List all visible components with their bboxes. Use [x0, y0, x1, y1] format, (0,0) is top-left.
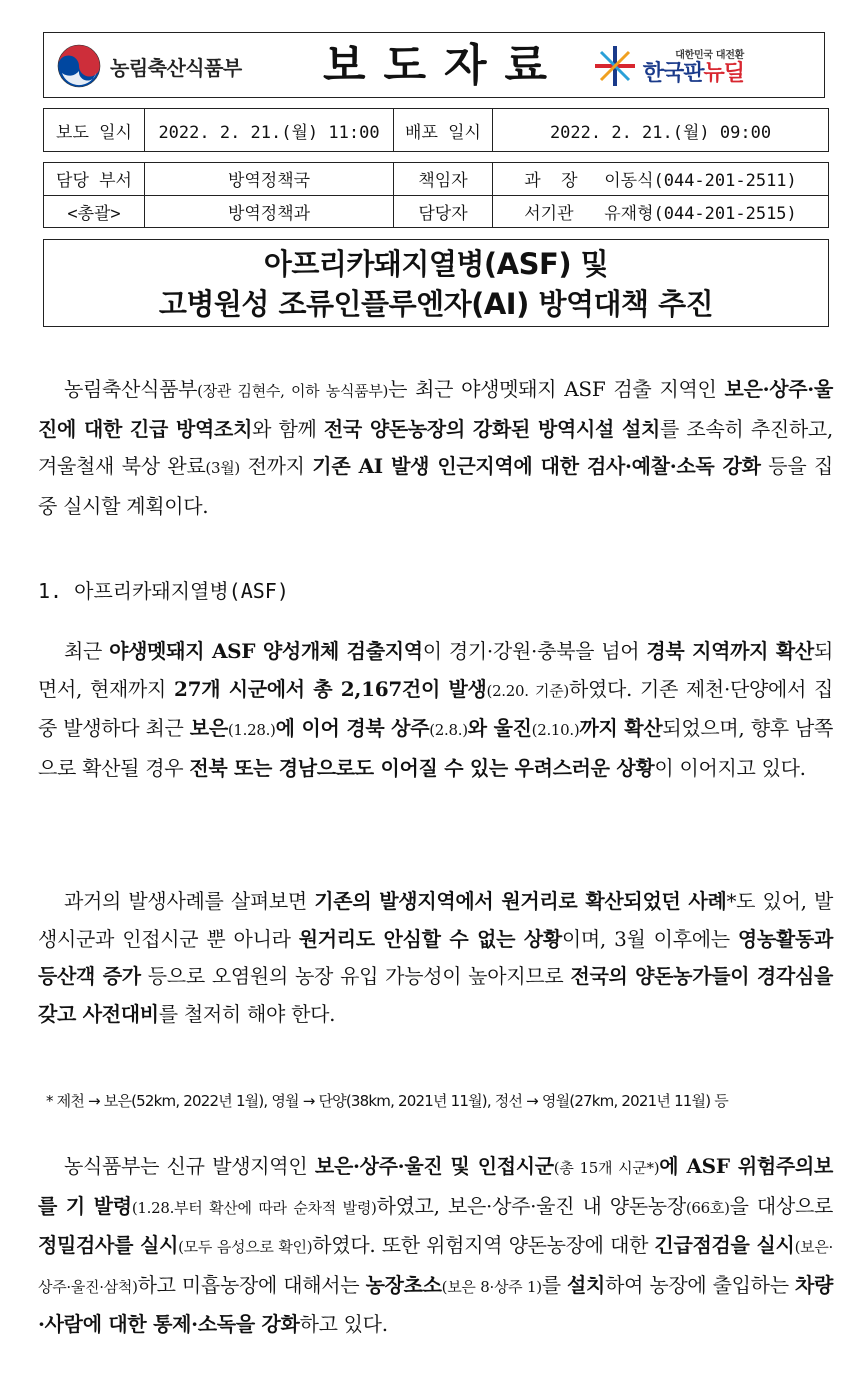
text-bold: 27개 시군에서 총 2,167건이 발생: [173, 676, 487, 701]
risk-paragraph: [38, 883, 833, 1033]
text: 하여 농장에 출입하는: [605, 1272, 795, 1297]
text-bold: 차량·사람에 대한 통제·소독을 강화: [38, 1272, 833, 1336]
section-1-title: 1. 아프리카돼지열병(ASF): [38, 579, 289, 603]
contact-table: [43, 162, 829, 228]
contact-name: 유재형(044-201-2515): [604, 203, 797, 224]
headline-line-1: 아프리카돼지열병(ASF) 및: [263, 247, 609, 281]
text: (3월): [205, 459, 240, 477]
text: (2.8.): [429, 721, 468, 739]
contact-person: [493, 195, 829, 228]
text: (1.28.부터 확산에 따라 순차적 발령): [131, 1198, 377, 1217]
text: 를 철저히 해야 한다.: [158, 1001, 336, 1026]
press-release-title: 보도자료: [322, 40, 565, 91]
text: 하고 있다.: [299, 1312, 388, 1336]
dept-sub-label: <총괄>: [44, 195, 145, 228]
headline-line-2: 고병원성 조류인플루엔자(AI) 방역대책 추진: [158, 287, 714, 321]
text: *도 있어, 발생시군과 인접시군 뿐 아니라: [38, 889, 834, 951]
text-bold: 야생멧돼지 ASF 양성개체 검출지역: [109, 639, 423, 663]
text: 하였다. 기존 제천·단양에서 집중 발생하다 최근: [38, 676, 833, 740]
text: 되면서, 현재까지: [38, 639, 833, 701]
text: 농림축산식품부: [64, 377, 198, 401]
responsible-name: 이동식(044-201-2511): [604, 171, 797, 192]
release-date-table: [43, 108, 829, 152]
intro-paragraph: [38, 371, 833, 525]
text-bold: 에 ASF 위험주의보를 기 발령: [38, 1154, 833, 1218]
text: 전까지: [239, 454, 313, 478]
text-bold: 긴급점검을 실시: [654, 1233, 795, 1257]
text-bold: 전국 양돈농장의 강화된 방역시설 설치: [323, 416, 661, 441]
text-bold: 보은·상주·울진에 대한 긴급 방역조치: [38, 377, 833, 441]
asf-status-paragraph: [38, 633, 833, 787]
distribution-date-label: 배포 일시: [394, 109, 493, 152]
footnote: * 제천 → 보은(52km, 2022년 1월), 영월 → 단양(38km, 2021년 11월), 정선 → 영월(27km, 2021년 11월) 등: [46, 1092, 728, 1110]
text: (모두 음성으로 확인): [178, 1238, 313, 1256]
text: 농식품부는 신규 발생지역인: [64, 1154, 315, 1178]
text-bold: 까지 확산: [579, 716, 663, 740]
taegeuk-emblem-icon: [56, 43, 102, 89]
text: (장관 김현수, 이하 농식품부): [197, 382, 389, 400]
text-bold: 기존의 발생지역에서 원거리로 확산되었던 사례: [314, 889, 727, 913]
text-bold: 에 이어 경북 상주: [275, 716, 430, 740]
text-bold: 전국의 양돈농가들이 경각심을 갖고 사전대비: [38, 964, 833, 1026]
text-bold: 농장초소: [365, 1272, 442, 1297]
text: (보은 8·상주 1): [441, 1277, 542, 1296]
text: 이며, 3월 이후에는: [561, 926, 738, 951]
distribution-date-value: 2022. 2. 21.(월) 09:00: [493, 109, 829, 152]
text: 하고 미흡농장에 대해서는: [137, 1272, 366, 1297]
ministry-name: 농림축산식품부: [110, 55, 242, 80]
ministry-logo: [56, 41, 242, 91]
text-bold: 기존 AI 발생 인근지역에 대한 검사·예찰·소독 강화: [312, 454, 761, 478]
text-bold: 설치: [567, 1272, 606, 1297]
text: (2.10.): [531, 721, 580, 739]
text-bold: 보은·상주·울진 및 인접시군: [314, 1154, 554, 1178]
newdeal-small-text: 대한민국 대전환: [675, 49, 744, 61]
text: 는 최근 야생멧돼지 ASF 검출 지역인: [388, 377, 725, 401]
contact-title: 서기관: [524, 203, 574, 224]
measures-paragraph: [38, 1148, 833, 1344]
bureau-name: 방역정책국: [145, 163, 394, 196]
newdeal-big-text-2: 뉴딜: [703, 60, 744, 86]
newdeal-big-text: [643, 61, 744, 87]
text-bold: 원거리도 안심할 수 없는 상황: [298, 926, 562, 951]
newdeal-star-icon: [593, 44, 637, 88]
text: (2.20. 기준): [486, 681, 569, 700]
text: 을 대상으로: [729, 1193, 833, 1218]
responsible-title: 과 장: [524, 171, 578, 192]
contact-label: 담당자: [394, 195, 493, 228]
headline-box: [43, 239, 829, 327]
text: 하였고, 보은·상주·울진 내 양돈농장: [376, 1193, 686, 1218]
text-bold: 전북 또는 경남으로도 이어질 수 있는 우려스러운 상황: [189, 755, 655, 780]
text: 이 이어지고 있다.: [654, 755, 806, 780]
newdeal-big-text-1: 한국판: [642, 60, 704, 86]
responsible-person: [493, 163, 829, 196]
text: 최근: [64, 639, 110, 663]
text: 를: [541, 1272, 568, 1297]
responsible-label: 책임자: [394, 163, 493, 196]
text: 하였다. 또한 위험지역 양돈농장에 대한: [312, 1233, 655, 1257]
text: 등으로 오염원의 농장 유입 가능성이 높아지므로: [140, 964, 571, 988]
text: (66호): [685, 1198, 730, 1217]
text: 과거의 발생사례를 살펴보면: [64, 889, 315, 913]
text: (1.28.): [227, 721, 276, 739]
press-header: [43, 32, 825, 98]
text: 되었으며, 향후 남쪽으로 확산될 경우: [38, 716, 833, 780]
text-bold: 영농활동과 등산객 증가: [38, 926, 833, 988]
text-bold: 정밀검사를 실시: [38, 1233, 179, 1257]
text: 이 경기·강원·충북을 넘어: [422, 639, 647, 663]
dept-label: 담당 부서: [44, 163, 145, 196]
text: (총 15개 시군*): [553, 1159, 660, 1177]
text: 등을 집중 실시할 계획이다.: [38, 454, 833, 518]
report-date-value: 2022. 2. 21.(월) 11:00: [145, 109, 394, 152]
text: 를 조속히 추진하고, 겨울철새 북상 완료: [38, 416, 833, 478]
newdeal-logo: [593, 39, 744, 93]
text: (보은·상주·울진·삼척): [38, 1238, 833, 1296]
division-name: 방역정책과: [145, 195, 394, 228]
text-bold: 와 울진: [467, 716, 532, 740]
report-date-label: 보도 일시: [44, 109, 145, 152]
text-bold: 경북 지역까지 확산: [646, 639, 814, 663]
text: 와 함께: [252, 416, 324, 441]
text-bold: 보은: [189, 716, 228, 740]
